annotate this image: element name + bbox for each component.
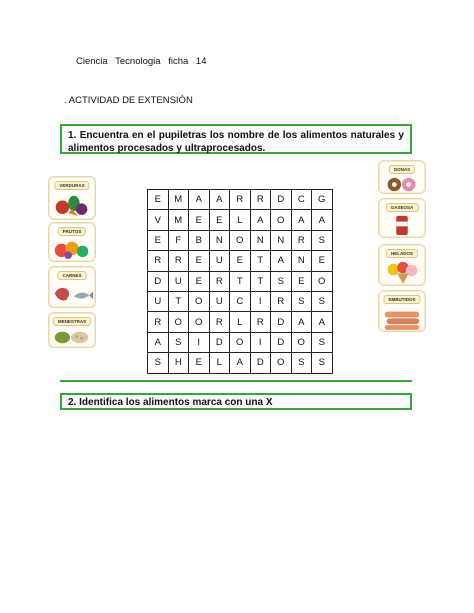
grid-cell[interactable]: N <box>209 230 230 250</box>
grid-cell[interactable]: F <box>168 230 189 250</box>
grid-cell[interactable]: C <box>291 190 312 210</box>
sheet-header: Ciencia Tecnologia ficha 14 <box>76 56 207 67</box>
grid-cell[interactable]: A <box>312 210 333 230</box>
sausages-icon <box>379 304 425 331</box>
grid-cell[interactable]: G <box>312 190 333 210</box>
grid-cell[interactable]: T <box>250 251 271 271</box>
card-label: MENESTRAS <box>53 317 91 326</box>
grid-cell[interactable]: T <box>230 271 251 291</box>
grid-cell[interactable]: I <box>189 332 210 352</box>
grid-cell[interactable]: R <box>230 190 251 210</box>
grid-cell[interactable]: O <box>312 271 333 291</box>
grid-cell[interactable]: N <box>271 230 292 250</box>
grid-cell[interactable]: S <box>148 353 169 373</box>
activity-subtitle: . ACTIVIDAD DE EXTENSIÓN <box>64 95 193 106</box>
task-1-box <box>60 124 412 154</box>
card-label: CARNES <box>57 271 86 280</box>
grid-cell[interactable]: O <box>271 210 292 230</box>
grid-cell[interactable]: D <box>250 353 271 373</box>
grid-cell[interactable]: M <box>168 190 189 210</box>
grid-cell[interactable]: R <box>271 291 292 311</box>
card-carnes <box>48 266 96 308</box>
grid-cell[interactable]: C <box>230 291 251 311</box>
grid-cell[interactable]: A <box>291 312 312 332</box>
grid-cell[interactable]: E <box>209 210 230 230</box>
grid-row <box>148 312 333 332</box>
grid-cell[interactable]: S <box>168 332 189 352</box>
grid-cell[interactable]: R <box>148 312 169 332</box>
grid-cell[interactable]: O <box>189 312 210 332</box>
grid-row <box>148 230 333 250</box>
grid-cell[interactable]: U <box>148 291 169 311</box>
grid-cell[interactable]: A <box>148 332 169 352</box>
grid-cell[interactable]: S <box>312 291 333 311</box>
grid-cell[interactable]: D <box>209 332 230 352</box>
grid-row <box>148 332 333 352</box>
task-2-text: 2. Identifica los alimentos marca con una X <box>68 397 273 408</box>
ice-cream-icon <box>379 258 425 285</box>
grid-cell[interactable]: U <box>168 271 189 291</box>
card-embutidos <box>378 290 426 332</box>
grid-cell[interactable]: M <box>168 210 189 230</box>
grid-cell[interactable]: T <box>250 271 271 291</box>
task-2-box <box>60 393 412 410</box>
grid-cell[interactable]: L <box>230 312 251 332</box>
grid-cell[interactable]: R <box>209 271 230 291</box>
grid-cell[interactable]: V <box>148 210 169 230</box>
grid-cell[interactable]: S <box>291 291 312 311</box>
grid-cell[interactable]: L <box>209 353 230 373</box>
grid-cell[interactable]: D <box>271 312 292 332</box>
grid-cell[interactable]: I <box>250 291 271 311</box>
grid-row <box>148 190 333 210</box>
meat-fish-icon <box>49 280 95 307</box>
card-frutos <box>48 222 96 262</box>
grid-cell[interactable]: A <box>209 190 230 210</box>
grid-cell[interactable]: O <box>271 353 292 373</box>
donuts-icon <box>379 174 425 193</box>
vegetables-icon <box>49 190 95 219</box>
grid-cell[interactable]: R <box>209 312 230 332</box>
grid-cell[interactable]: D <box>271 332 292 352</box>
grid-cell[interactable]: E <box>189 271 210 291</box>
card-donas <box>378 160 426 194</box>
card-gaseosa <box>378 198 426 238</box>
grid-cell[interactable]: O <box>189 291 210 311</box>
grid-row <box>148 210 333 230</box>
grid-cell[interactable]: S <box>312 332 333 352</box>
grid-cell[interactable]: A <box>291 210 312 230</box>
card-verduras <box>48 176 96 220</box>
grid-cell[interactable]: D <box>271 190 292 210</box>
grid-cell[interactable]: E <box>189 210 210 230</box>
grid-row <box>148 291 333 311</box>
grid-cell[interactable]: O <box>168 312 189 332</box>
grid-cell[interactable]: E <box>189 251 210 271</box>
card-label: DONAS <box>389 165 415 174</box>
card-menestras <box>48 312 96 348</box>
grid-cell[interactable]: S <box>291 353 312 373</box>
grid-cell[interactable]: O <box>291 332 312 352</box>
section-divider <box>60 380 412 382</box>
grid-cell[interactable]: N <box>291 251 312 271</box>
card-label: VERDURAS <box>54 181 89 190</box>
grid-cell[interactable]: T <box>168 291 189 311</box>
grid-cell[interactable]: O <box>230 230 251 250</box>
grid-cell[interactable]: R <box>168 251 189 271</box>
card-helados <box>378 244 426 286</box>
grid-cell[interactable]: A <box>230 353 251 373</box>
grid-cell[interactable]: S <box>271 271 292 291</box>
grid-cell[interactable]: R <box>148 251 169 271</box>
grid-cell[interactable]: A <box>189 190 210 210</box>
grid-cell[interactable]: S <box>312 230 333 250</box>
grid-cell[interactable]: A <box>312 312 333 332</box>
grid-cell[interactable]: E <box>148 190 169 210</box>
grid-cell[interactable]: E <box>312 251 333 271</box>
card-label: EMBUTIDOS <box>384 295 421 304</box>
grid-cell[interactable]: R <box>250 190 271 210</box>
grid-cell[interactable]: D <box>148 271 169 291</box>
grid-cell[interactable]: B <box>189 230 210 250</box>
grid-cell[interactable]: U <box>209 291 230 311</box>
grid-cell[interactable]: O <box>230 332 251 352</box>
grid-cell[interactable]: E <box>148 230 169 250</box>
grid-cell[interactable]: H <box>168 353 189 373</box>
grid-row <box>148 353 333 373</box>
card-label: HELADOS <box>386 249 418 258</box>
grid-cell[interactable]: A <box>271 251 292 271</box>
legumes-icon <box>49 326 95 347</box>
task-1-text: 1. Encuentra en el pupiletras los nombre de los alimentos naturales y alimentos procesados y ultraprocesados. <box>68 130 404 154</box>
grid-cell[interactable]: N <box>250 230 271 250</box>
grid-cell[interactable]: E <box>291 271 312 291</box>
fruits-icon <box>49 236 95 261</box>
card-label: FRUTOS <box>58 227 86 236</box>
grid-cell[interactable]: A <box>250 210 271 230</box>
grid-cell[interactable]: E <box>230 251 251 271</box>
grid-cell[interactable]: S <box>312 353 333 373</box>
grid-cell[interactable]: U <box>209 251 230 271</box>
grid-cell[interactable]: L <box>230 210 251 230</box>
card-label: GASEOSA <box>386 203 419 212</box>
grid-cell[interactable]: R <box>250 312 271 332</box>
grid-cell[interactable]: E <box>189 353 210 373</box>
word-search-grid <box>147 189 333 374</box>
grid-row <box>148 251 333 271</box>
grid-cell[interactable]: I <box>250 332 271 352</box>
soda-icon <box>379 212 425 237</box>
grid-cell[interactable]: R <box>291 230 312 250</box>
grid-row <box>148 271 333 291</box>
